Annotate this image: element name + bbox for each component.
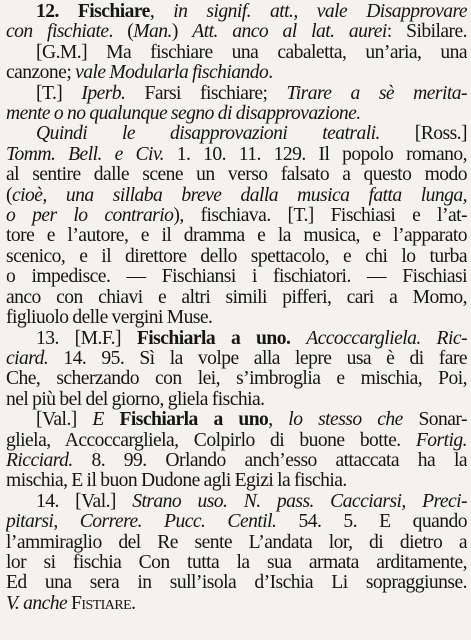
- text-run: 14. 95. Sì la volpe alla lepre usa è di fare: [48, 348, 467, 369]
- text-line: [6, 288, 467, 308]
- text-run: 14. [Val.]: [36, 491, 133, 512]
- text-line: [6, 471, 467, 491]
- text-run: V. anche: [6, 593, 68, 614]
- text-run: Ed una sera in sull’isola d’Ischia Li sopraggiunse.: [6, 573, 467, 594]
- text-run: 12. Fischiare: [36, 2, 150, 22]
- text-run: nel più bel del giorno, gliela fischia.: [6, 389, 265, 410]
- text-line: [6, 410, 467, 430]
- text-run: ): [171, 22, 193, 43]
- text-line: [6, 451, 467, 471]
- text-run: in signif. att., vale Disapprovare: [173, 2, 467, 22]
- text-run: Fortig.: [415, 430, 467, 451]
- text-run: lor si fischia Con tutta la sua armata arditamente,: [6, 552, 467, 573]
- text-run: Fischiarla a uno.: [136, 328, 291, 349]
- text-line: [6, 573, 467, 593]
- text-line: [6, 84, 467, 104]
- text-line: [6, 553, 467, 573]
- text-line: [6, 349, 467, 369]
- text-run: (: [6, 185, 12, 206]
- text-run: ,: [149, 2, 174, 22]
- text-run: canzone;: [6, 63, 76, 84]
- text-run: . (: [108, 22, 134, 43]
- text-run: ,: [268, 410, 289, 431]
- text-run: gliela, Accoccargliela, Colpirlo di buone botte.: [6, 430, 416, 451]
- text-run: mente o no qualunque segno di disapprovazione.: [6, 104, 361, 125]
- text-run: [104, 410, 120, 430]
- text-line: [6, 165, 467, 185]
- text-line: [6, 104, 467, 124]
- text-run: Fistiare: [70, 593, 132, 614]
- text-run: 8. 99. Orlando anch’esso attaccata ha la: [72, 450, 467, 471]
- text-run: Att. anco al lat. aurei: [192, 22, 387, 43]
- text-run: pitarsi, Correre. Pucc. Centil.: [6, 512, 277, 533]
- text-run: .: [268, 63, 273, 84]
- text-line: [6, 124, 467, 144]
- text-run: o per lo contrario: [6, 206, 174, 227]
- text-run: mischia, E il buon Dudone agli Egizi la fischia.: [6, 471, 347, 492]
- text-run: [G.M.] Ma fischiare una cabaletta, un’aria, una: [36, 42, 467, 63]
- text-run: l’ammiraglio del Re sente L’andata lor, di dietro a: [6, 532, 467, 553]
- text-line: [6, 431, 467, 451]
- text-run: al sentire dalle scene un verso falsato a questo modo: [6, 165, 467, 186]
- text-line: [6, 594, 467, 614]
- text-line: [6, 22, 467, 42]
- text-run: : Sibilare.: [386, 22, 467, 43]
- text-run: scenico, e il direttore dello spettacolo, e chi lo turba: [6, 246, 467, 267]
- text-run: Tomm. Bell. e Civ.: [6, 144, 164, 165]
- text-line: [6, 390, 467, 410]
- text-run: anco con chiavi e altri simili pifferi, cari a Momo,: [6, 287, 467, 308]
- text-line: [6, 145, 467, 165]
- text-line: [6, 308, 467, 328]
- text-line: [6, 63, 467, 83]
- text-run: tore e l’autore, e il dramma e la musica, e l’apparato: [6, 226, 467, 247]
- text-line: [6, 247, 467, 267]
- text-run: [Ross.]: [379, 124, 467, 145]
- text-run: Farsi fischiare;: [125, 83, 287, 104]
- text-run: o impedisce. — Fischiansi i fischiatori. — Fischiasi: [6, 267, 467, 288]
- text-run: .: [131, 593, 136, 614]
- text-line: [6, 533, 467, 553]
- text-run: Ricciard.: [6, 450, 73, 471]
- text-run: Iperb.: [81, 83, 126, 104]
- text-run: ), fischiava. [T.] Fischiasi e l’at-: [173, 206, 467, 227]
- text-run: Tirare a sè merita-: [286, 83, 467, 104]
- text-run: E: [92, 410, 104, 431]
- text-line: [6, 226, 467, 246]
- text-run: Quindi le disapprovazioni teatrali.: [36, 124, 380, 145]
- text-line: [6, 512, 467, 532]
- text-run: [290, 329, 306, 349]
- text-line: [6, 329, 467, 349]
- text-run: 1. 10. 11. 129. Il popolo romano,: [163, 144, 467, 165]
- text-run: 13. [M.F.]: [36, 328, 137, 349]
- text-run: cioè, una sillaba breve dalla musica fatta lunga,: [11, 185, 467, 206]
- text-line: [6, 206, 467, 226]
- text-run: Fischiarla a uno: [119, 410, 269, 431]
- text-run: [T.]: [36, 83, 82, 104]
- text-run: figliuolo delle vergini Muse.: [6, 308, 213, 329]
- text-line: [6, 492, 467, 512]
- text-run: Che, scherzando con lei, s’imbroglia e mischia, Poi,: [6, 369, 467, 390]
- text-line: [6, 186, 467, 206]
- text-run: Man.: [133, 22, 172, 43]
- text-run: 54. 5. E quando: [276, 512, 467, 533]
- text-line: [6, 43, 467, 63]
- text-line: [6, 369, 467, 389]
- text-line: [6, 2, 467, 22]
- text-run: lo stesso che: [288, 410, 403, 431]
- text-run: [Val.]: [36, 410, 93, 431]
- text-run: ciard.: [6, 348, 49, 369]
- text-line: [6, 267, 467, 287]
- text-run: Sonar-: [402, 410, 467, 431]
- text-run: con fischiate: [6, 22, 109, 43]
- text-run: vale Modularla fischiando: [75, 63, 269, 84]
- text-run: Accoccargliela. Ric-: [306, 328, 467, 349]
- text-run: Strano uso. N. pass. Cacciarsi, Preci-: [132, 491, 467, 512]
